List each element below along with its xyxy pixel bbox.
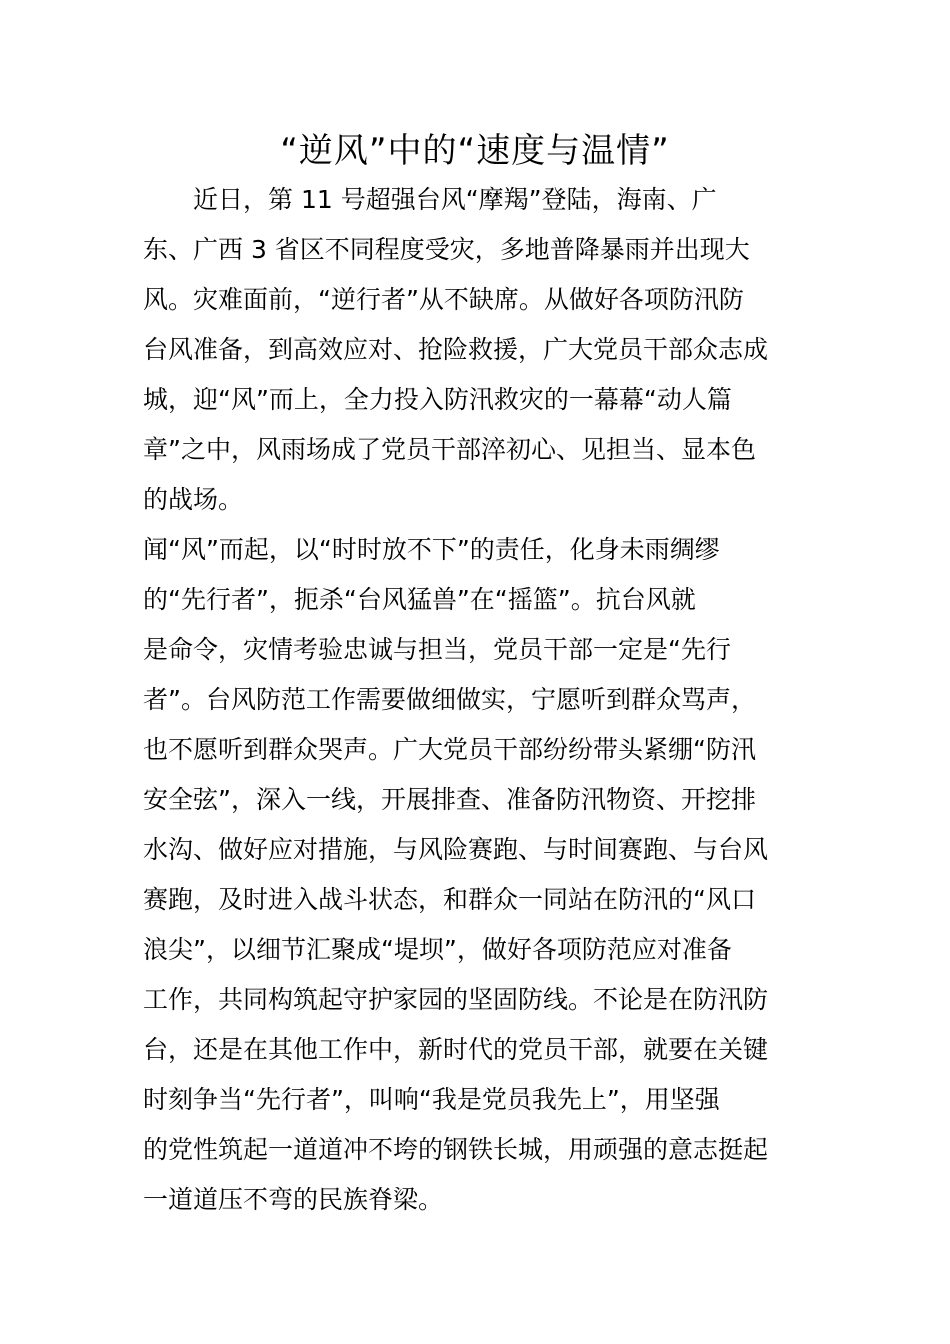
text-line: 的战场。 [143,485,244,514]
text-line: 工作，共同构筑起守护家园的坚固防线。不论是在防汛防 [143,985,769,1014]
text-line: 是命令，灾情考验忠诚与担当，党员干部一定是“先行 [143,635,731,664]
text-line: 者”。台风防范工作需要做细做实，宁愿听到群众骂声， [143,685,756,714]
text-line: 台风准备，到高效应对、抢险救援，广大党员干部众志成 [143,335,769,364]
text-line: 的“先行者”，扼杀“台风猛兽”在“摇篮”。抗台风就 [143,585,696,614]
text-line: 时刻争当“先行者”，叫响“我是党员我先上”，用坚强 [143,1085,720,1114]
text-line: 风。灾难面前，“逆行者”从不缺席。从做好各项防汛防 [143,285,744,314]
document-title: “逆风”中的“速度与温情” [280,131,670,171]
text-line: 东、广西 3 省区不同程度受灾，多地普降暴雨并出现大 [143,235,750,264]
text-line: 城，迎“风”而上，全力投入防汛救灾的一幕幕“动人篇 [143,385,732,414]
text-line: 也不愿听到群众哭声。广大党员干部纷纷带头紧绷“防汛 [143,735,756,764]
text-line: 水沟、做好应对措施，与风险赛跑、与时间赛跑、与台风 [143,835,769,864]
text-line: 的党性筑起一道道冲不垮的钢铁长城，用顽强的意志挺起 [143,1135,769,1164]
text-line: 台，还是在其他工作中，新时代的党员干部，就要在关键 [143,1035,769,1064]
text-line: 安全弦”，深入一线，开展排查、准备防汛物资、开挖排 [143,785,756,814]
document-body [143,175,808,1225]
text-line: 近日，第 11 号超强台风“摩羯”登陆，海南、广 [143,185,717,214]
text-line: 赛跑，及时进入战斗状态，和群众一同站在防汛的“风口 [143,885,756,914]
text-line: 浪尖”，以细节汇聚成“堤坝”，做好各项防范应对准备 [143,935,732,964]
text-line: 章”之中，风雨场成了党员干部淬初心、见担当、显本色 [143,435,756,464]
text-line: 一道道压不弯的民族脊梁。 [143,1185,444,1214]
text-line: 闻“风”而起，以“时时放不下”的责任，化身未雨绸缪 [143,535,720,564]
